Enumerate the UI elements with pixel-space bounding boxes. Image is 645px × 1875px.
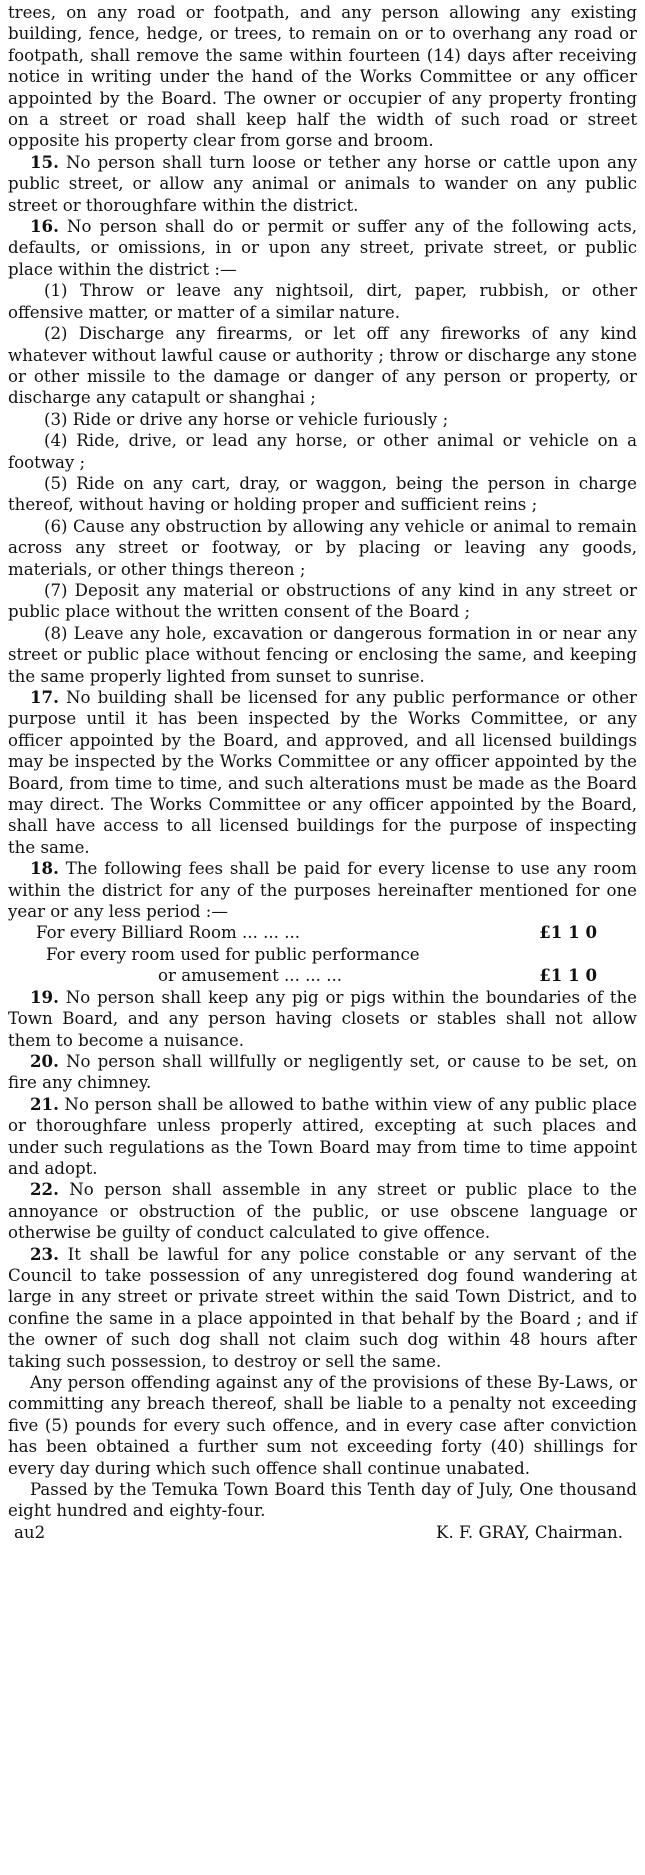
clause-18 (8, 858, 637, 922)
opening-paragraph: trees, on any road or footpath, and any person allowing any existing building, fence, hedge, or trees, to remain on or to overhang any road or footpath, shall remove the same within fourteen (14) days after receiving notice in writing under the hand of the Works Committee or any officer appointed by the Board. The owner or occupier of any property fronting on a street or road shall keep half the width of such road or street opposite his property clear from gorse and broom. (8, 3, 637, 151)
clause-text: No person shall turn loose or tether any horse or cattle upon any public street, or allow any animal or animals to wander on any public street or thoroughfare within the district. (8, 152, 637, 215)
clause-number: 16. (30, 216, 59, 237)
publication-code: au2 (14, 1522, 46, 1542)
passed-statement: Passed by the Temuka Town Board this Tenth day of July, One thousand eight hundred and eighty-four. (8, 1480, 637, 1521)
clause-text: No building shall be licensed for any public performance or other purpose until it has been inspected by the Works Committee, or any officer appointed by the Board, and approved, and all licensed buildings may be inspected by the Works Committee or any officer appointed by the Board, from time to time, and such alterations must be made as the Board may direct. The Works Committee or any officer appointed by the Board, shall have access to all licensed buildings for the purpose of inspecting the same. (8, 688, 637, 857)
clause-number: 21. (30, 1093, 59, 1114)
fee-row-billiard (8, 922, 637, 943)
penalty-paragraph: Any person offending against any of the provisions of these By-Laws, or committing any breach thereof, shall be liable to a penalty not exceeding five (5) pounds for every such offence, and in every case after conviction has been obtained a further sum not exceeding forty (40) shillings for every day during which such offence shall continue unabated. (8, 1373, 637, 1478)
clause-16-item-3: (3) Ride or drive any horse or vehicle furiously ; (44, 409, 449, 429)
fee-label: For every room used for public performance (46, 944, 420, 964)
clause-text: No person shall assemble in any street or public place to the annoyance or obstruction of the public, or use obscene language or otherwise be guilty of conduct calculated to give offence. (8, 1180, 637, 1243)
chairman-signature: K. F. GRAY, Chairman. (436, 1522, 623, 1542)
clause-text: No person shall be allowed to bathe within view of any public place or thoroughfare unless properly attired, excepting at such places and under such regulations as the Town Board may from time to time appoint and adopt. (8, 1094, 637, 1178)
clause-number: 19. (30, 986, 59, 1007)
clause-number: 20. (30, 1050, 59, 1071)
fee-row-amusement (8, 965, 637, 986)
fee-amount: £1 1 0 (539, 922, 597, 943)
fee-table (8, 922, 637, 986)
clause-16-item-5: (5) Ride on any cart, dray, or waggon, being the person in charge thereof, without having or holding proper and sufficient reins ; (8, 473, 637, 515)
clause-16 (8, 216, 637, 280)
clause-22 (8, 1179, 637, 1243)
clause-text: No person shall keep any pig or pigs within the boundaries of the Town Board, and any person having closets or stables shall not allow them to become a nuisance. (8, 987, 637, 1050)
clause-text: No person shall willfully or negligently set, or cause to be set, on fire any chimney. (8, 1051, 637, 1093)
clause-15 (8, 152, 637, 216)
clause-16-item-2: (2) Discharge any firearms, or let off any fireworks of any kind whatever without lawful cause or authority ; throw or discharge any stone or other missile to the damage or danger of any person or property, or discharge any catapult or shanghai ; (8, 324, 637, 408)
clause-16-item-7: (7) Deposit any material or obstructions of any kind in any street or public place without the written consent of the Board ; (8, 580, 637, 622)
clause-16-item-1: (1) Throw or leave any nightsoil, dirt, paper, rubbish, or other offensive matter, or matter of a similar nature. (8, 281, 637, 322)
clause-21 (8, 1094, 637, 1180)
signature-line (8, 1522, 637, 1543)
clause-text: No person shall do or permit or suffer any of the following acts, defaults, or omissions, in or upon any street, private street, or public place within the district :— (8, 217, 637, 279)
clause-text: It shall be lawful for any police constable or any servant of the Council to take possession of any unregistered dog found wandering at large in any street or private street within the said Town District, and to confine the same in a place appointed in that behalf by the Board ; and if the owner of such dog shall not claim such dog within 48 hours after taking such possession, to destroy or sell the same. (8, 1244, 637, 1371)
clause-number: 23. (30, 1243, 59, 1264)
clause-number: 15. (30, 151, 59, 172)
fee-label: or amusement ... ... ... (158, 966, 343, 986)
fee-amount: £1 1 0 (539, 965, 597, 986)
clause-number: 17. (30, 687, 59, 707)
clause-text: The following fees shall be paid for every license to use any room within the district for any of the purposes hereinafter mentioned for one year or any less period :— (8, 859, 637, 922)
clause-17 (8, 687, 637, 858)
fee-row-performance (8, 944, 637, 965)
clause-20 (8, 1051, 637, 1094)
clause-16-item-8: (8) Leave any hole, excavation or dangerous formation in or near any street or public place without fencing or enclosing the same, and keeping the same properly lighted from sunset to sunrise. (8, 623, 637, 686)
clause-16-item-6: (6) Cause any obstruction by allowing any vehicle or animal to remain across any street or footway, or by placing or leaving any goods, materials, or other things thereon ; (8, 516, 637, 579)
clause-19 (8, 987, 637, 1051)
fee-label: For every Billiard Room ... ... ... (36, 923, 301, 943)
clause-number: 18. (30, 858, 59, 879)
clause-23 (8, 1244, 637, 1372)
clause-number: 22. (30, 1179, 59, 1200)
clause-16-item-4: (4) Ride, drive, or lead any horse, or other animal or vehicle on a footway ; (8, 431, 637, 472)
